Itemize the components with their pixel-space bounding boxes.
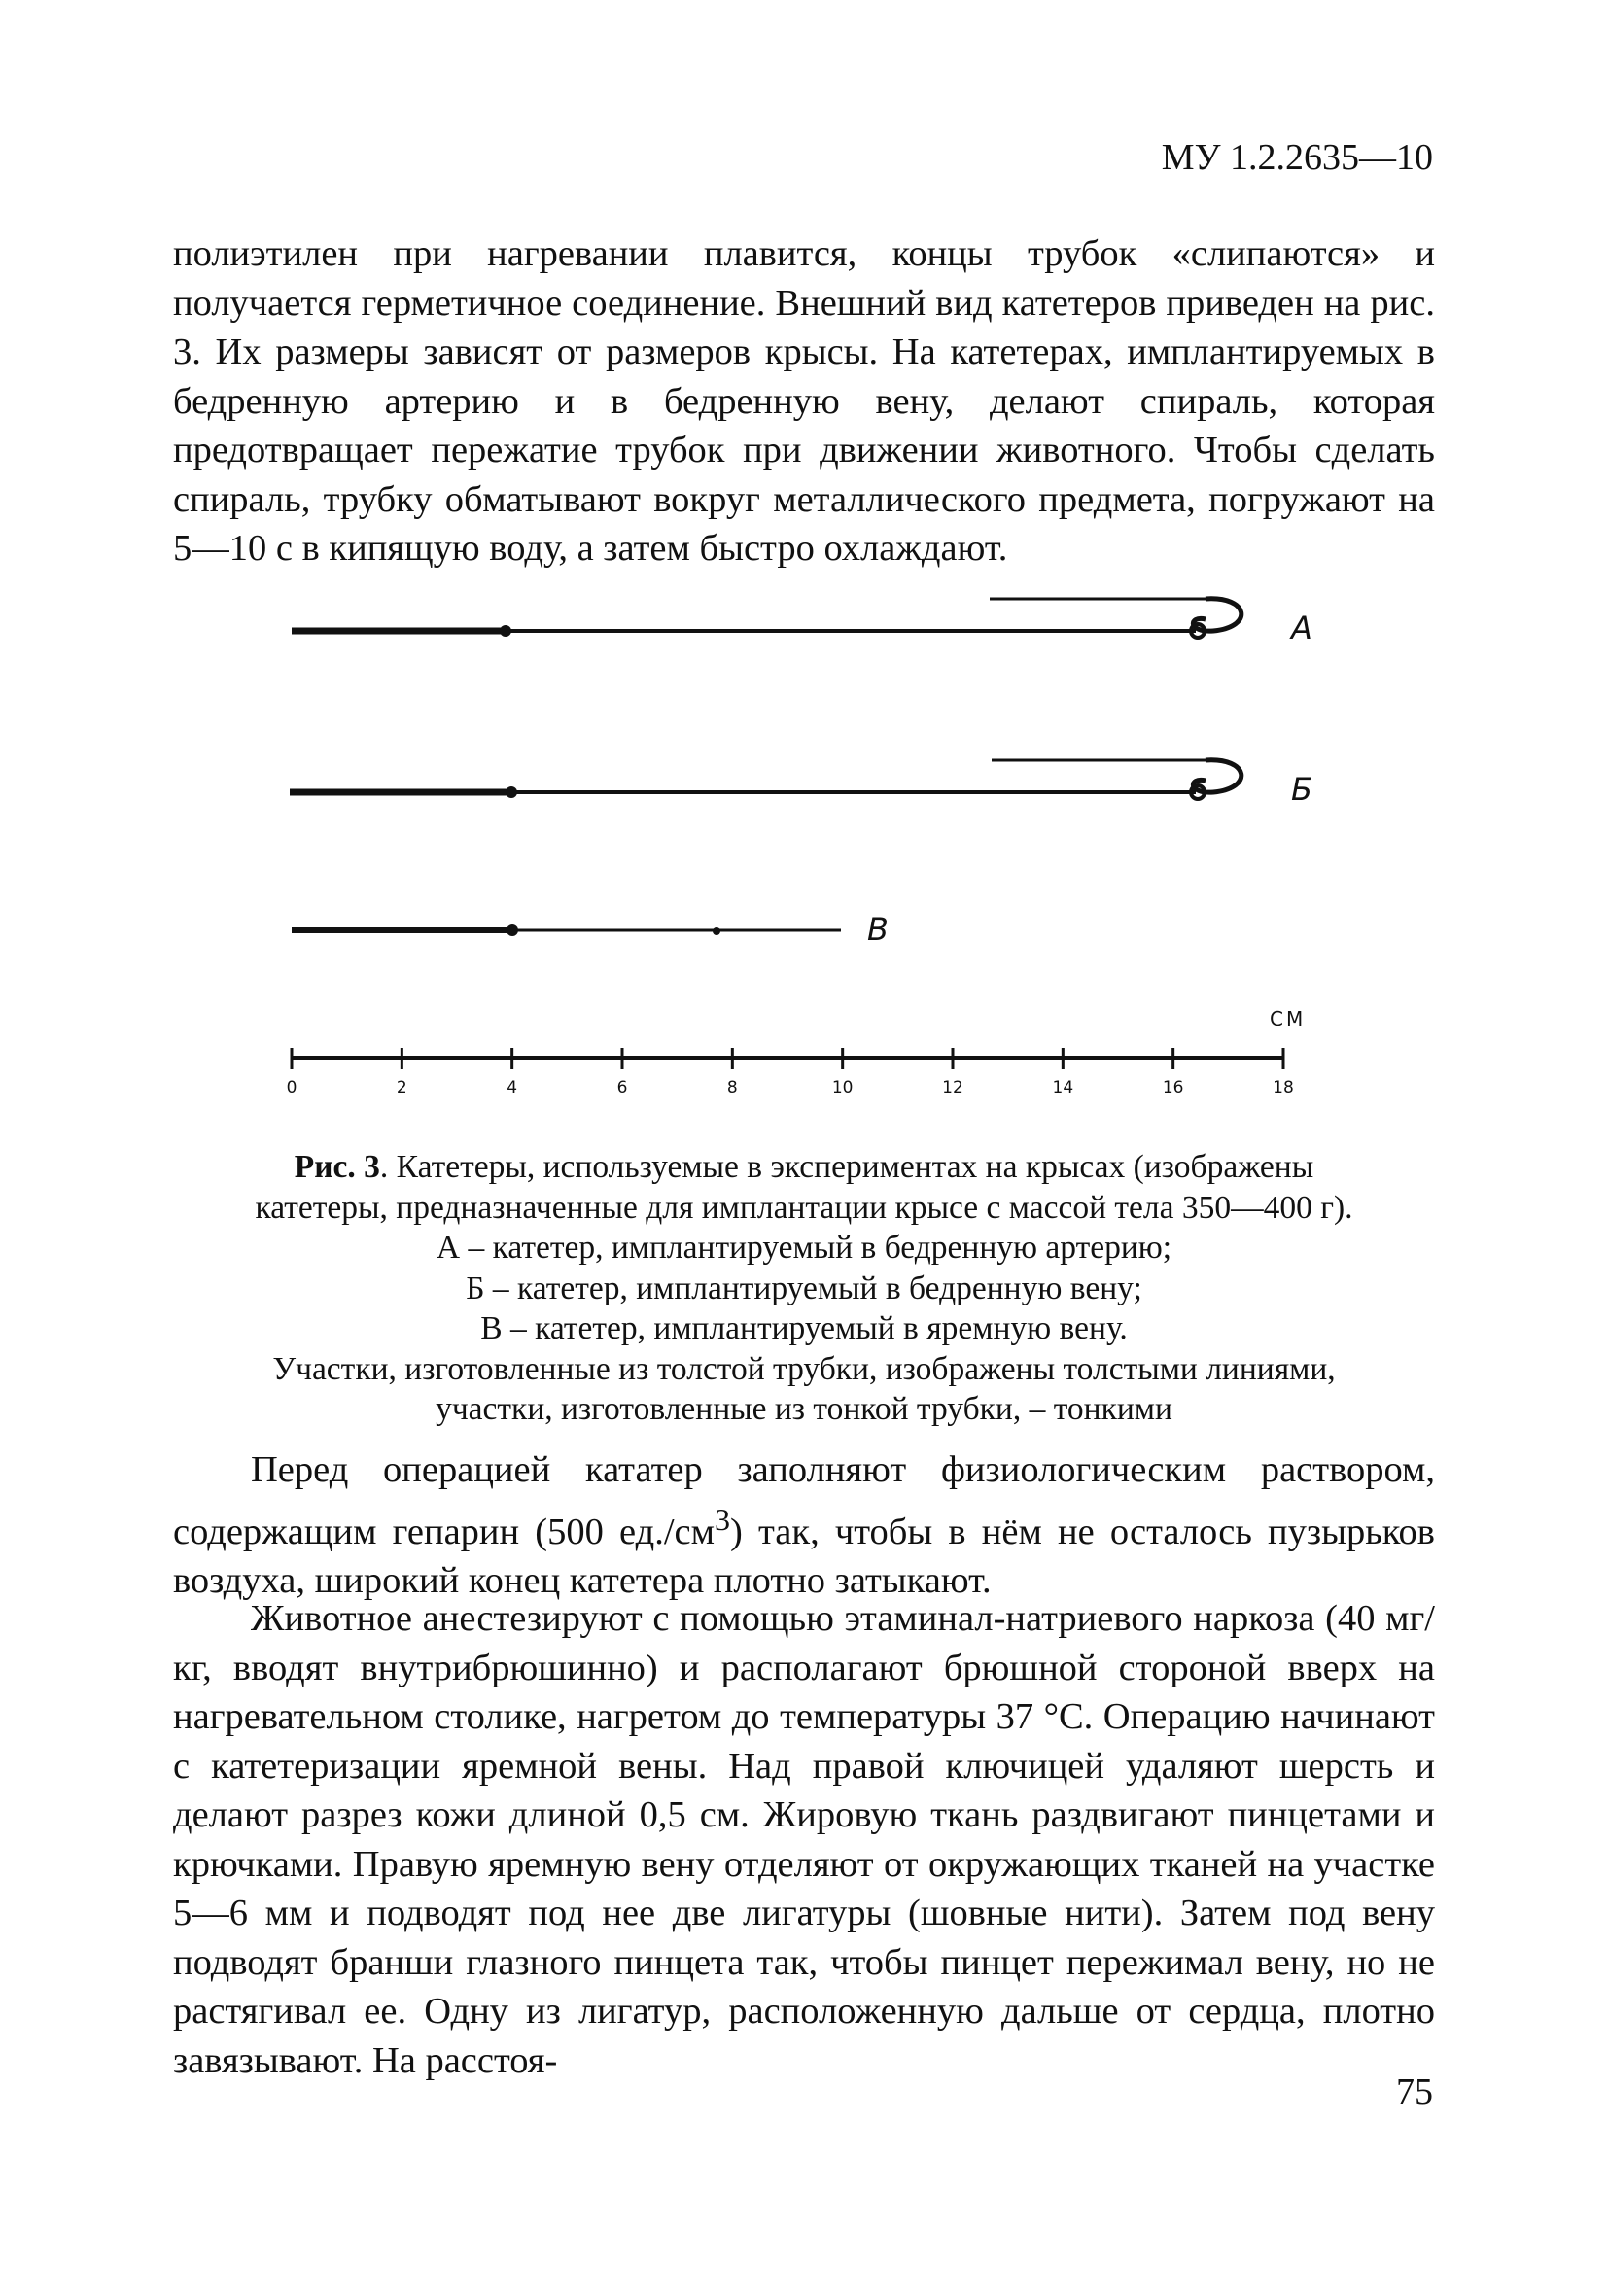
caption-figure-ref: Рис. 3	[294, 1149, 380, 1185]
label-b: Б	[1291, 771, 1312, 808]
caption-line-2: катетеры, предназначенные для имплантации крысе с массой тела 350—400 г).	[255, 1189, 1353, 1226]
catheter-c-drawing	[292, 911, 889, 948]
caption-line-6: Участки, изготовленные из толстой трубки, изображены толстыми линиями,	[272, 1350, 1336, 1387]
scale-unit-label: СМ	[1270, 1007, 1307, 1030]
caption-line-5: В – катетер, имплантируемый в яремную вену.	[480, 1310, 1128, 1346]
paragraph-1: полиэтилен при нагревании плавится, концы трубок «слипаются» и получается герметичное соединение. Внешний вид катетеров приведен на рис. 3. Их размеры зависят от размеров крысы. На катетерах, имплантируемых в бедренную артерию и в бедренную вену, делают спираль, которая предотвращает пережатие трубок при движении животного. Чтобы сделать спираль, трубку обматывают вокруг металлического предмета, погружают на 5—10 с в кипящую воду, а затем быстро охлаждают.	[173, 233, 1435, 569]
scale-tick-label: 10	[831, 1078, 854, 1097]
catheter-b-drawing	[290, 760, 1312, 808]
label-a: А	[1291, 609, 1312, 646]
centimeter-scale	[287, 1007, 1307, 1097]
label-c: В	[867, 911, 889, 948]
paragraph-2: Перед операцией кататер заполняют физиологическим раствором, содержащим гепарин (500 $ед./см^3$) так, чтобы в нём не осталось пузырьков воздуха, широкий конец катетера плотно затыкают.	[173, 1449, 1435, 1601]
paragraph-3: Животное анестезируют с помощью этаминал-натриевого наркоза (40 мг/кг, вводят внутрибрюшинно) и располагают брюшной стороной вверх на нагревательном столике, нагретом до температуры 37 °С. Операцию начинают с катетеризации яремной вены. Над правой ключицей удаляют шерсть и делают разрез кожи длиной 0,5 см. Жировую ткань раздвигают пинцетами и крючками. Правую яремную вену отделяют от окружающих тканей на участке 5—6 мм и подводят под нее две лигатуры (шовные нити). Затем под вену подводят бранши глазного пинцета так, чтобы пинцет пережимал вену, но не растягивал ее. Одну из лигатур, расположенную дальше от сердца, плотно завязывают. На расстоя-	[173, 1598, 1435, 2081]
page-number: 75	[1396, 2071, 1433, 2112]
scale-tick-label: 12	[942, 1078, 963, 1097]
caption-line-1: Рис. 3. Катетеры, используемые в экспериментах на крысах (изображены	[294, 1149, 1314, 1185]
scale-tick-label: 2	[396, 1078, 407, 1097]
catheter-a-drawing	[292, 599, 1312, 646]
scale-tick-label: 14	[1052, 1078, 1074, 1097]
scale-tick-label: 8	[726, 1078, 738, 1097]
scale-tick-label: 16	[1162, 1078, 1184, 1097]
scale-tick-label: 18	[1273, 1078, 1294, 1097]
document-code-header: МУ 1.2.2635—10	[1161, 137, 1433, 178]
caption-line-4: Б – катетер, имплантируемый в бедренную вену;	[466, 1270, 1142, 1306]
scale-tick-label: 0	[286, 1078, 297, 1097]
caption-line-7: участки, изготовленные из тонкой трубки, – тонкими	[436, 1391, 1172, 1427]
figure-caption	[146, 1147, 1462, 1430]
scale-tick-label: 4	[507, 1078, 518, 1097]
scale-tick-label: 6	[616, 1078, 628, 1097]
catheters-figure	[0, 578, 1608, 1132]
caption-line-3: А – катетер, имплантируемый в бедренную артерию;	[436, 1230, 1172, 1266]
